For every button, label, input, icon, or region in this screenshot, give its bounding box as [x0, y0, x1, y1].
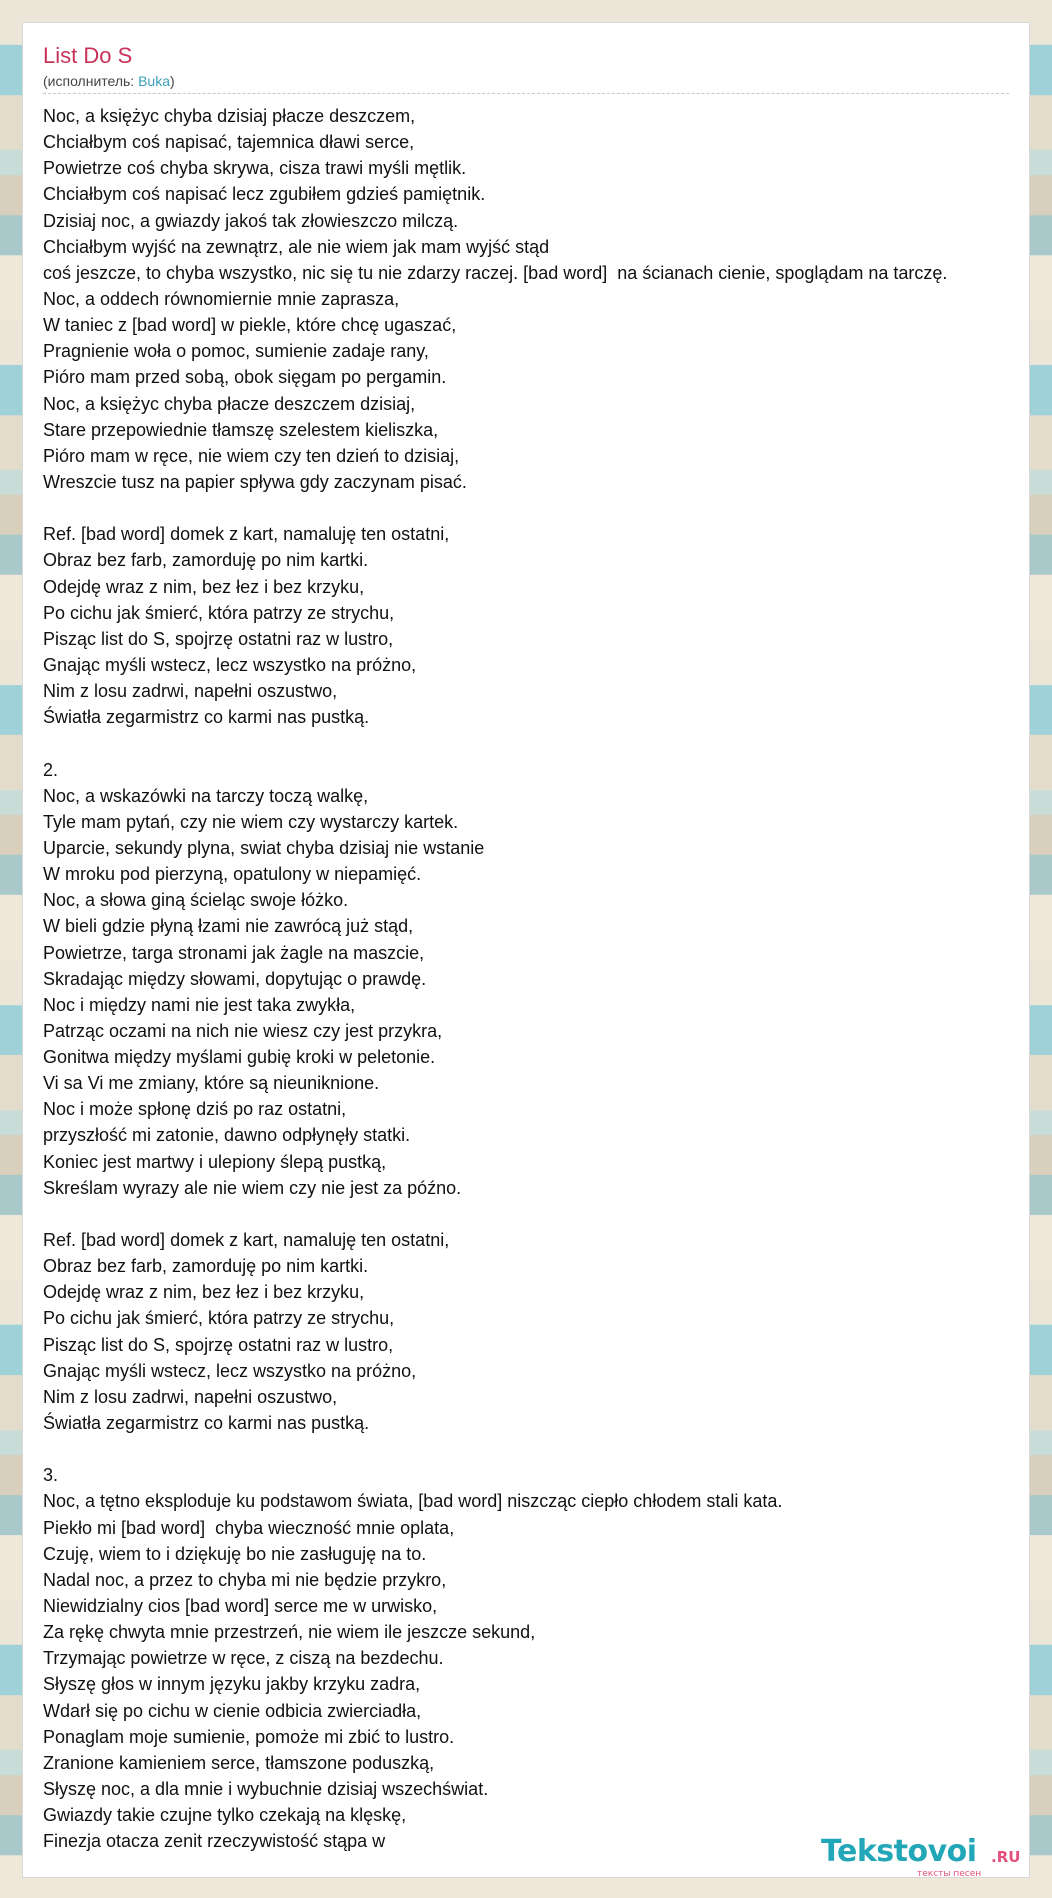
- lyric-line: Dzisiaj noc, a gwiazdy jakoś tak złowieszczo milczą.: [43, 210, 459, 231]
- artist-suffix: ): [170, 73, 175, 89]
- artist-line: [43, 73, 175, 89]
- logo-tagline: тексты песен: [917, 1869, 982, 1879]
- lyric-line: W bieli gdzie płyną łzami nie zawrócą już stąd,: [43, 916, 414, 937]
- lyric-line: [43, 730, 1052, 756]
- lyric-line: Nim z losu zadrwi, napełni oszustwo,: [43, 1386, 338, 1407]
- lyric-line: [43, 1436, 1052, 1462]
- lyric-line: Piekło mi [bad word] chyba wieczność mnie oplata,: [43, 1517, 455, 1538]
- lyrics-text: [43, 103, 1052, 1854]
- lyric-line: Noc, a tętno eksploduje ku podstawom świata, [bad word] niszcząc ciepło chłodem stali kata.: [43, 1491, 783, 1512]
- lyric-line: Słyszę noc, a dla mnie i wybuchnie dzisiaj wszechświat.: [43, 1779, 489, 1799]
- lyric-line: [43, 1201, 1052, 1227]
- lyric-line: Zranione kamieniem serce, tłamszone poduszką,: [43, 1752, 435, 1773]
- lyric-line: Nim z losu zadrwi, napełni oszustwo,: [43, 681, 338, 702]
- lyric-line: 2.: [43, 759, 59, 780]
- lyric-line: Światła zegarmistrz co karmi nas pustką.: [43, 1413, 370, 1434]
- lyric-line: Noc, a księżyc chyba płacze deszczem dzisiaj,: [43, 393, 416, 414]
- logo-domain: .RU: [991, 1848, 1021, 1866]
- lyric-line: Skreślam wyrazy ale nie wiem czy nie jest za późno.: [43, 1177, 462, 1198]
- lyric-line: Chciałbym wyjść na zewnątrz, ale nie wiem jak mam wyjść stąd: [43, 236, 550, 257]
- lyric-line: Obraz bez farb, zamorduję po nim kartki.: [43, 1256, 369, 1277]
- lyric-line: Odejdę wraz z nim, bez łez i bez krzyku,: [43, 576, 365, 597]
- lyric-line: Patrząc oczami na nich nie wiesz czy jest przykra,: [43, 1020, 443, 1041]
- lyric-line: Ponaglam moje sumienie, pomoże mi zbić to lustro.: [43, 1726, 455, 1747]
- lyric-line: Nadal noc, a przez to chyba mi nie będzie przykro,: [43, 1569, 447, 1590]
- lyric-line: Pióro mam przed sobą, obok sięgam po pergamin.: [43, 367, 447, 388]
- lyric-line: 3.: [43, 1465, 59, 1486]
- lyric-line: Gonitwa między myślami gubię kroki w peletonie.: [43, 1047, 436, 1068]
- lyrics-card: [22, 22, 1030, 1878]
- logo-wordmark: Tekstovoi: [821, 1834, 977, 1869]
- lyric-line: Za rękę chwyta mnie przestrzeń, nie wiem ile jeszcze sekund,: [43, 1622, 536, 1643]
- lyric-line: Powietrze, targa stronami jak żagle na maszcie,: [43, 942, 425, 963]
- lyric-line: Po cichu jak śmierć, która patrzy ze strychu,: [43, 602, 395, 623]
- lyric-line: Pragnienie woła o pomoc, sumienie zadaje rany,: [43, 341, 429, 362]
- lyric-line: [43, 495, 1052, 521]
- lyric-line: coś jeszcze, to chyba wszystko, nic się tu nie zdarzy raczej. [bad word] na ścianach cienie, spoglądam na tarczę.: [43, 262, 948, 283]
- lyric-line: Noc, a księżyc chyba dzisiaj płacze deszczem,: [43, 106, 416, 126]
- lyric-line: Obraz bez farb, zamorduję po nim kartki.: [43, 550, 369, 571]
- lyric-line: Finezja otacza zenit rzeczywistość stąpa w: [43, 1831, 386, 1852]
- site-logo[interactable]: [821, 1835, 1021, 1881]
- song-title: List Do S: [43, 43, 133, 68]
- lyric-line: Ref. [bad word] domek z kart, namaluję ten ostatni,: [43, 1230, 450, 1251]
- lyric-line: Wdarł się po cichu w cienie odbicia zwierciadła,: [43, 1700, 422, 1721]
- lyric-line: Skradając między słowami, dopytując o prawdę.: [43, 968, 427, 989]
- lyric-line: Gnając myśli wstecz, lecz wszystko na próżno,: [43, 654, 417, 675]
- lyric-line: Niewidzialny cios [bad word] serce me w urwisko,: [43, 1596, 438, 1617]
- lyric-line: Po cichu jak śmierć, która patrzy ze strychu,: [43, 1308, 395, 1329]
- artist-link[interactable]: Buka: [138, 73, 171, 89]
- lyric-line: Noc, a oddech równomiernie mnie zaprasza,: [43, 288, 400, 309]
- lyric-line: Pisząc list do S, spojrzę ostatni raz w lustro,: [43, 1334, 394, 1355]
- lyric-line: Powietrze coś chyba skrywa, cisza trawi myśli mętlik.: [43, 158, 467, 179]
- lyric-line: Stare przepowiednie tłamszę szelestem kieliszka,: [43, 419, 439, 440]
- artist-prefix: (исполнитель:: [43, 73, 139, 89]
- lyric-line: Noc i może spłonę dziś po raz ostatni,: [43, 1099, 347, 1120]
- lyric-line: Tyle mam pytań, czy nie wiem czy wystarczy kartek.: [43, 811, 459, 832]
- lyric-line: Vi sa Vi me zmiany, które są nieuniknione.: [43, 1073, 380, 1094]
- lyric-line: Pióro mam w ręce, nie wiem czy ten dzień to dzisiaj,: [43, 445, 460, 466]
- lyric-line: Koniec jest martwy i ulepiony ślepą pustką,: [43, 1151, 387, 1172]
- lyric-line: Noc, a słowa giną ścieląc swoje łóżko.: [43, 890, 349, 911]
- lyric-line: Czuję, wiem to i dziękuję bo nie zasługuję na to.: [43, 1543, 427, 1564]
- lyric-line: Odejdę wraz z nim, bez łez i bez krzyku,: [43, 1282, 365, 1303]
- lyric-line: Trzymając powietrze w ręce, z ciszą na bezdechu.: [43, 1648, 444, 1669]
- lyric-line: Uparcie, sekundy plyna, swiat chyba dzisiaj nie wstanie: [43, 837, 485, 858]
- lyric-line: Światła zegarmistrz co karmi nas pustką.: [43, 707, 370, 728]
- title-divider: [43, 93, 1009, 94]
- lyric-line: Gwiazdy takie czujne tylko czekają na klęskę,: [43, 1805, 407, 1826]
- lyric-line: Pisząc list do S, spojrzę ostatni raz w lustro,: [43, 628, 394, 649]
- lyric-line: Noc i między nami nie jest taka zwykła,: [43, 994, 356, 1015]
- lyric-line: Ref. [bad word] domek z kart, namaluję ten ostatni,: [43, 524, 450, 545]
- lyric-line: Słyszę głos w innym języku jakby krzyku zadra,: [43, 1674, 421, 1695]
- lyric-line: Noc, a wskazówki na tarczy toczą walkę,: [43, 785, 369, 806]
- lyric-line: W mroku pod pierzyną, opatulony w niepamięć.: [43, 864, 422, 885]
- lyric-line: Wreszcie tusz na papier spływa gdy zaczynam pisać.: [43, 471, 467, 492]
- lyric-line: Chciałbym coś napisać lecz zgubiłem gdzieś pamiętnik.: [43, 184, 486, 205]
- lyric-line: Gnając myśli wstecz, lecz wszystko na próżno,: [43, 1360, 417, 1381]
- lyric-line: Chciałbym coś napisać, tajemnica dławi serce,: [43, 132, 415, 153]
- lyric-line: przyszłość mi zatonie, dawno odpłynęły statki.: [43, 1125, 411, 1146]
- lyric-line: W taniec z [bad word] w piekle, które chcę ugaszać,: [43, 315, 457, 336]
